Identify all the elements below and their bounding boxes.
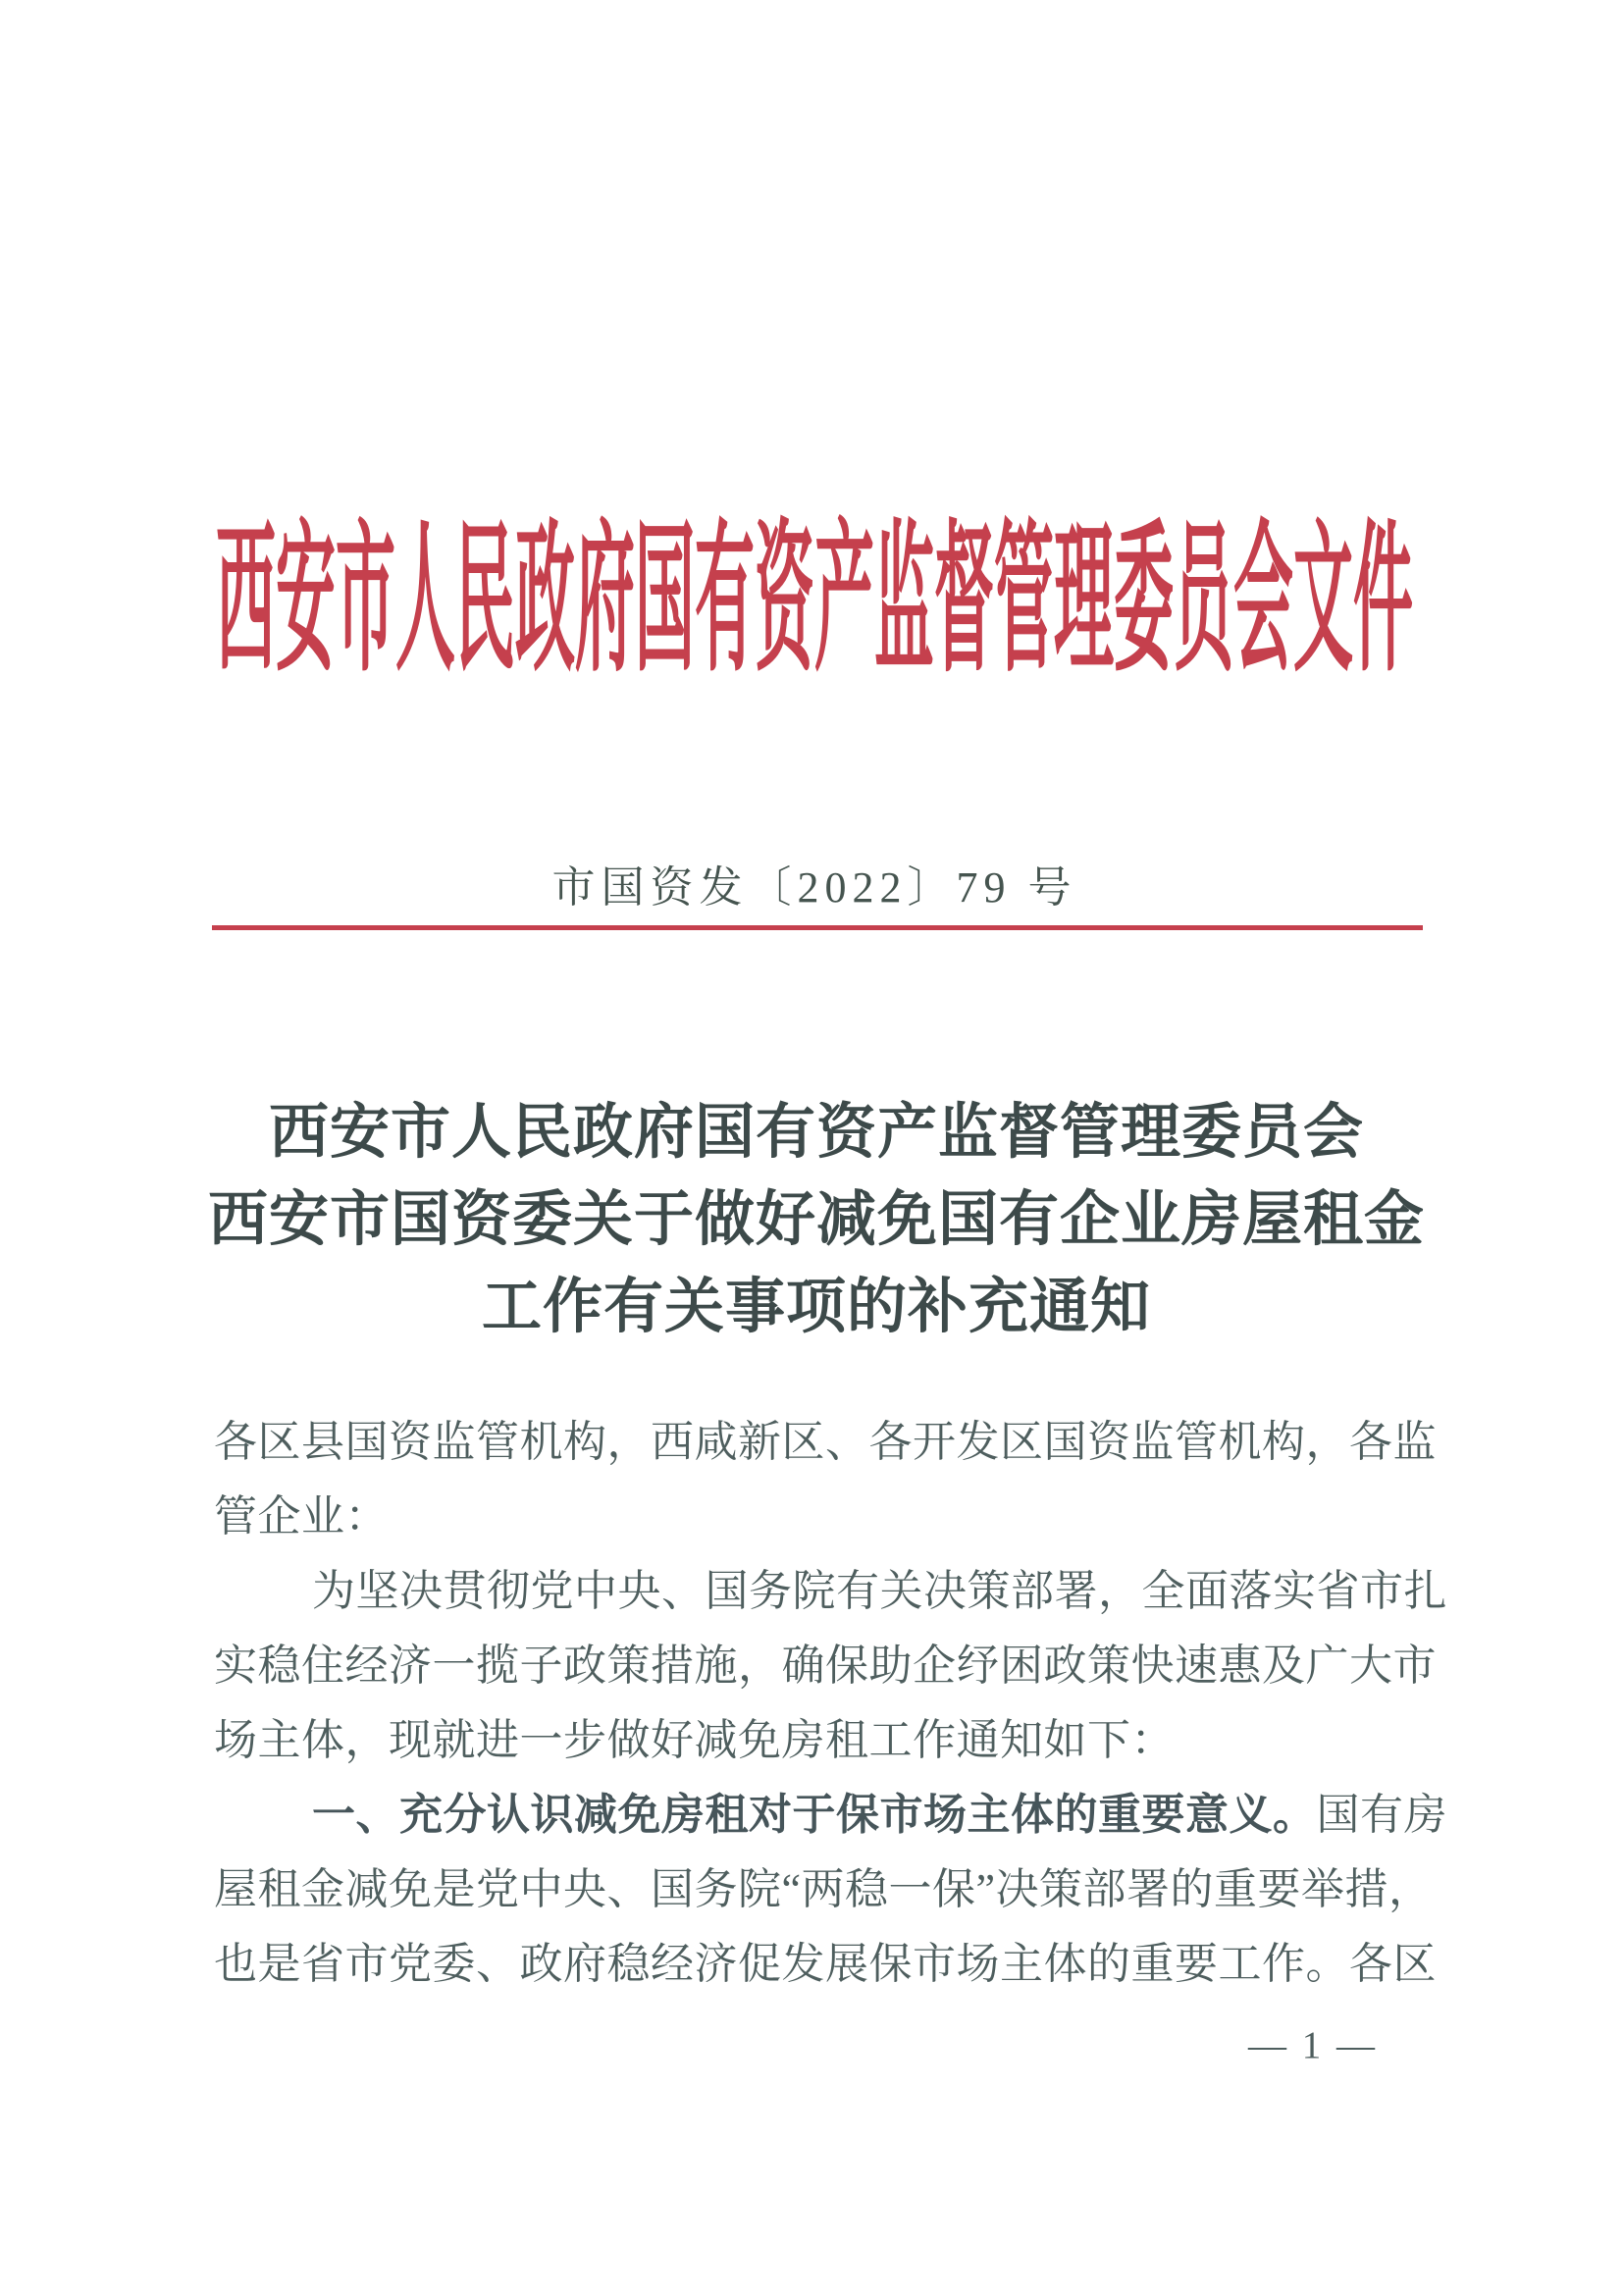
body-line: 实稳住经济一揽子政策措施，确保助企纾困政策快速惠及广大市 bbox=[214, 1642, 1437, 1690]
document-body bbox=[214, 1405, 1447, 2002]
body-line: 也是省市党委、政府稳经济促发展保市场主体的重要工作。各区 bbox=[214, 1940, 1437, 1988]
body-line: 场主体，现就进一步做好减免房租工作通知如下： bbox=[214, 1716, 1175, 1764]
page-number: — 1 — bbox=[1248, 2024, 1378, 2066]
body-line: 各区县国资监管机构，西咸新区、各开发区国资监管机构，各监 bbox=[214, 1418, 1437, 1466]
document-title-line-3: 工作有关事项的补充通知 bbox=[481, 1275, 1151, 1340]
document-title-line-1: 西安市人民政府国有资产监督管理委员会 bbox=[268, 1100, 1364, 1166]
body-line-text: 国有房 bbox=[1316, 1791, 1447, 1839]
body-line: 管企业： bbox=[214, 1492, 389, 1540]
agency-banner bbox=[206, 496, 1423, 693]
agency-banner-text: 西安市人民政府国有资产监督管理委员会文件 bbox=[215, 513, 1413, 693]
body-line: 屋租金减免是党中央、国务院“两稳一保”决策部署的重要举措， bbox=[214, 1865, 1433, 1913]
document-title bbox=[108, 1089, 1525, 1351]
section-heading: 一、充分认识减免房租对于保市场主体的重要意义。 bbox=[312, 1791, 1317, 1839]
red-separator-line bbox=[212, 925, 1423, 930]
document-title-line-2: 西安市国资委关于做好减免国有企业房屋租金 bbox=[207, 1187, 1425, 1253]
document-number: 市国资发〔2022〕79 号 bbox=[551, 863, 1077, 912]
body-line bbox=[214, 1778, 1447, 1852]
body-line: 为坚决贯彻党中央、国务院有关决策部署，全面落实省市扎 bbox=[312, 1567, 1447, 1615]
